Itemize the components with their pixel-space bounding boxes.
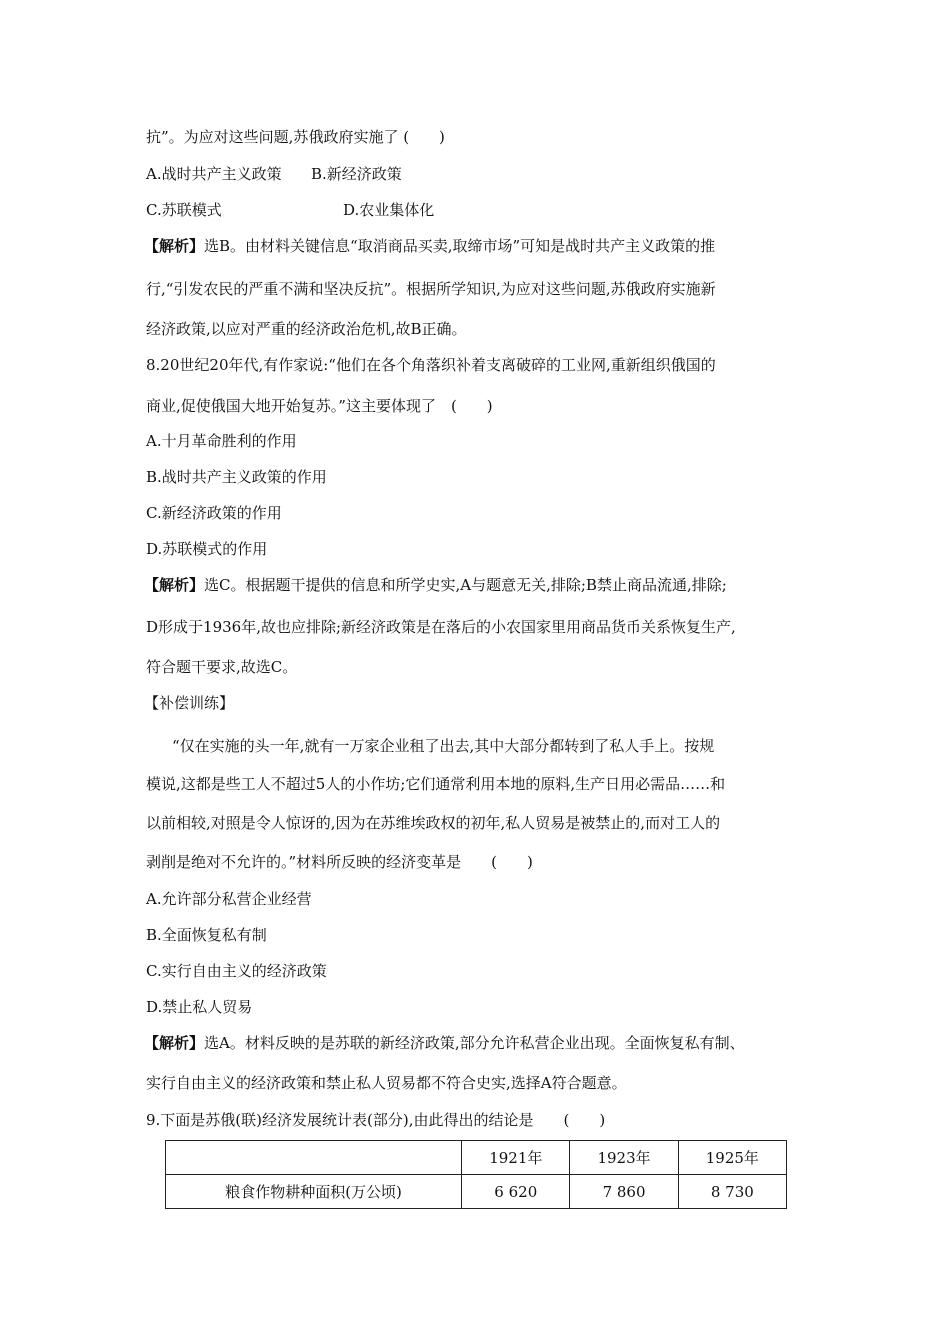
table-header-cell: 1921年	[462, 1141, 570, 1175]
explanation-tag: 【解析】	[144, 576, 205, 594]
supplementary-line-2: 模说,这都是些工人不超过5人的小作坊;它们通常利用本地的原料,生产日用必需品……和	[146, 775, 726, 793]
table-cell: 7 860	[570, 1175, 678, 1209]
q7-explanation-line-2: 行,“引发农民的严重不满和坚决反抗”。根据所学知识,为应对这些问题,苏俄政府实施新	[146, 280, 716, 298]
q7-explanation-line-1: 【解析】选B。由材料关键信息“取消商品买卖,取缔市场”可知是战时共产主义政策的推	[144, 237, 716, 255]
table-header-cell: 1923年	[570, 1141, 678, 1175]
supplementary-line-1: “仅在实施的头一年,就有一万家企业租了出去,其中大部分都转到了私人手上。按规	[172, 737, 715, 755]
q8-explanation-line-3: 符合题干要求,故选C。	[146, 658, 298, 676]
supplementary-option-d: D.禁止私人贸易	[146, 998, 253, 1016]
q7-option-a: A.战时共产主义政策	[146, 165, 282, 183]
q7-option-b: B.新经济政策	[311, 165, 402, 183]
supplementary-option-a: A.允许部分私营企业经营	[146, 890, 312, 908]
q8-option-c: C.新经济政策的作用	[146, 504, 282, 522]
table-header-row	[166, 1141, 787, 1175]
q8-option-d: D.苏联模式的作用	[146, 540, 268, 558]
q8-explanation-line-1: 【解析】选C。根据题干提供的信息和所学史实,A与题意无关,排除;B禁止商品流通,排除;	[144, 576, 727, 594]
economic-statistics-table	[165, 1140, 787, 1209]
supplementary-option-c: C.实行自由主义的经济政策	[146, 962, 327, 980]
question-8-stem-line-1: 8.20世纪20年代,有作家说:“他们在各个角落织补着支离破碎的工业网,重新组织俄国的	[146, 356, 716, 374]
question-8-stem-line-2: 商业,促使俄国大地开始复苏。”这主要体现了 ( )	[146, 397, 493, 415]
question-9-stem: 9.下面是苏俄(联)经济发展统计表(部分),由此得出的结论是 ( )	[146, 1111, 606, 1129]
supplementary-line-3: 以前相较,对照是令人惊讶的,因为在苏维埃政权的初年,私人贸易是被禁止的,而对工人的	[146, 814, 721, 832]
table-header-cell: 1925年	[678, 1141, 786, 1175]
q8-option-a: A.十月革命胜利的作用	[146, 432, 297, 450]
q7-explanation-line-3: 经济政策,以应对严重的经济政治危机,故B正确。	[146, 320, 467, 338]
table-cell: 6 620	[462, 1175, 570, 1209]
q7-option-d: D.农业集体化	[343, 201, 435, 219]
q7-option-c: C.苏联模式	[146, 201, 222, 219]
table-cell: 8 730	[678, 1175, 786, 1209]
question-7-stem-end: 抗”。为应对这些问题,苏俄政府实施了 ( )	[146, 128, 445, 146]
supplementary-explanation-line-1: 【解析】选A。材料反映的是苏联的新经济政策,部分允许私营企业出现。全面恢复私有制、	[144, 1034, 745, 1052]
table-cell: 粮食作物耕种面积(万公顷)	[166, 1175, 462, 1209]
supplementary-explanation-line-2: 实行自由主义的经济政策和禁止私人贸易都不符合史实,选择A符合题意。	[146, 1074, 627, 1092]
explanation-tag: 【解析】	[144, 237, 205, 255]
table-header-cell	[166, 1141, 462, 1175]
q8-explanation-line-2: D形成于1936年,故也应排除;新经济政策是在落后的小农国家里用商品货币关系恢复生产,	[146, 618, 736, 636]
explanation-tag: 【解析】	[144, 1034, 205, 1052]
supplementary-line-4: 剥削是绝对不允许的。”材料所反映的经济变革是 ( )	[146, 853, 533, 871]
q8-option-b: B.战时共产主义政策的作用	[146, 468, 327, 486]
supplementary-training-heading: 【补偿训练】	[144, 694, 235, 712]
table-row	[166, 1175, 787, 1209]
supplementary-option-b: B.全面恢复私有制	[146, 926, 267, 944]
